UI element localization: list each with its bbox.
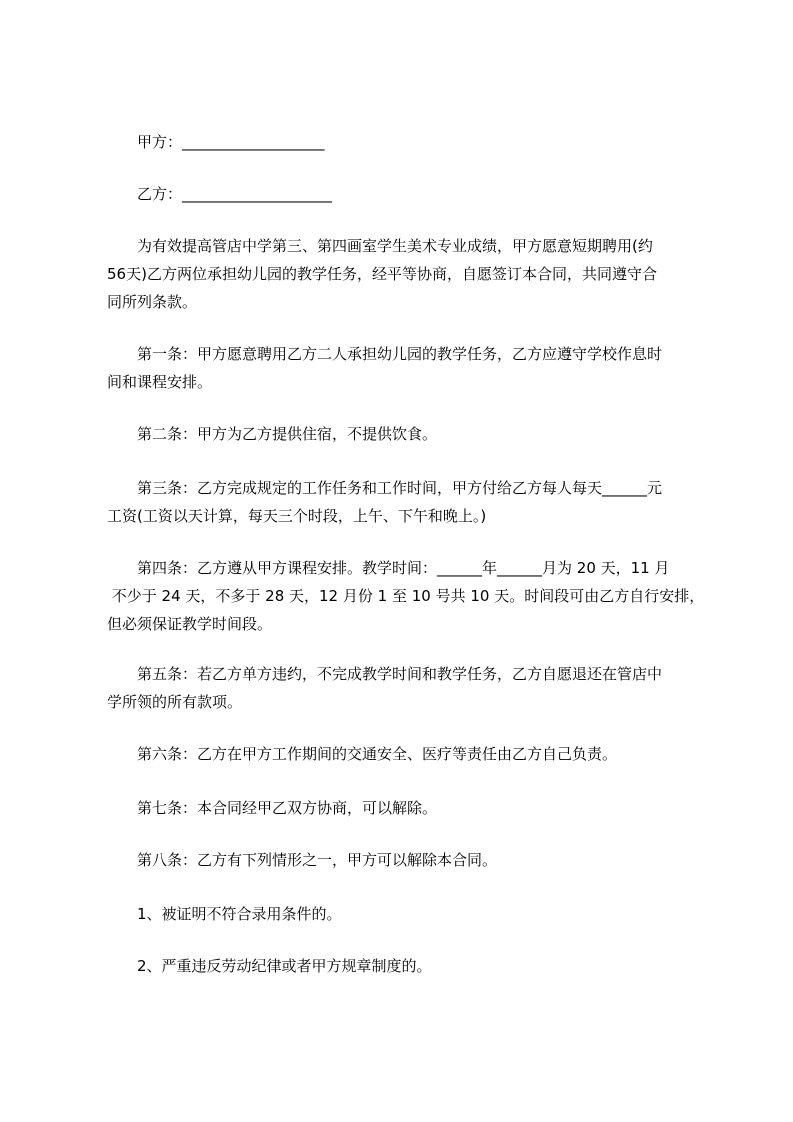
article-3-line-1: 第三条：乙方完成规定的工作任务和工作时间，甲方付给乙方每人每天______元 [137, 479, 663, 497]
article-5 [107, 660, 703, 716]
article-3-line-2: 工资(工资以天计算，每天三个时段，上午、下午和晚上。) [107, 507, 487, 525]
article-4-line-2: 不少于 24 天，不多于 28 天，12 月份 1 至 10 号共 10 天。时间段可由乙方自行安排， [107, 587, 705, 605]
article-4-line-1: 第四条：乙方遵从甲方课程安排。教学时间：______年______月为 20 天，11 月 [137, 559, 670, 577]
article-1-line-2: 间和课程安排。 [107, 373, 213, 391]
article-6: 第六条：乙方在甲方工作期间的交通安全、医疗等责任由乙方自己负责。 [137, 745, 618, 763]
party-b-line: 乙方：____________________ [137, 185, 333, 203]
article-8-item-2: 2、严重违反劳动纪律或者甲方规章制度的。 [137, 957, 432, 975]
article-1 [107, 340, 703, 396]
article-7: 第七条：本合同经甲乙双方协商，可以解除。 [137, 799, 438, 817]
article-4 [107, 554, 703, 638]
party-a-line: 甲方：___________________ [137, 133, 325, 151]
article-4-line-3: 但必须保证教学时间段。 [107, 615, 273, 633]
intro-line-3: 同所列条款。 [107, 293, 198, 311]
article-8: 第八条：乙方有下列情形之一，甲方可以解除本合同。 [137, 851, 498, 869]
article-8-item-1: 1、被证明不符合录用条件的。 [137, 905, 342, 923]
intro-paragraph [107, 232, 703, 316]
intro-line-2: 56天)乙方两位承担幼儿园的教学任务，经平等协商，自愿签订本合同，共同遵守合 [107, 265, 657, 283]
article-2: 第二条：甲方为乙方提供住宿，不提供饮食。 [137, 425, 438, 443]
article-1-line-1: 第一条：甲方愿意聘用乙方二人承担幼儿园的教学任务，乙方应遵守学校作息时 [137, 345, 663, 363]
article-3 [107, 474, 703, 530]
article-5-line-2: 学所领的所有款项。 [107, 693, 243, 711]
intro-line-1: 为有效提高管店中学第三、第四画室学生美术专业成绩，甲方愿意短期聘用(约 [137, 237, 653, 255]
article-5-line-1: 第五条：若乙方单方违约，不完成教学时间和教学任务，乙方自愿退还在管店中 [137, 665, 663, 683]
